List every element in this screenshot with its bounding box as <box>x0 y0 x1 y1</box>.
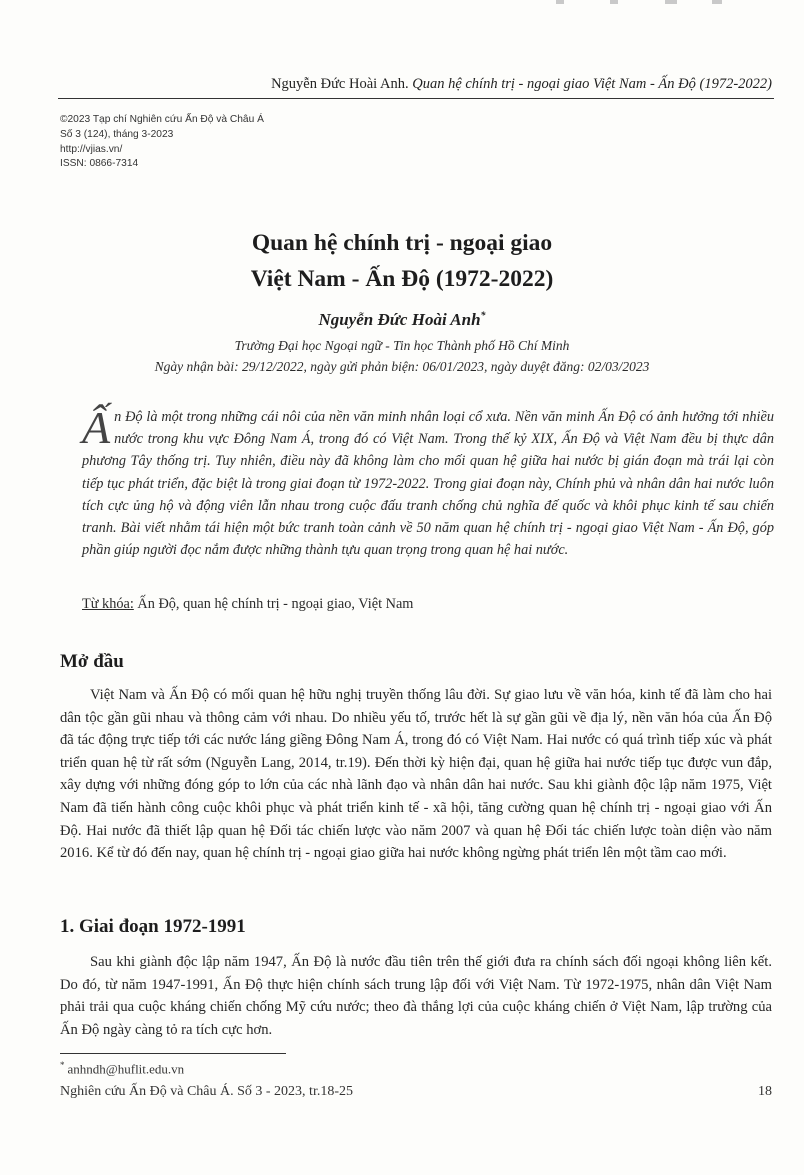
running-head-author: Nguyễn Đức Hoài Anh. <box>271 76 409 92</box>
scan-artifact <box>556 0 564 4</box>
keywords-text: Ấn Độ, quan hệ chính trị - ngoại giao, Việt Nam <box>137 596 414 612</box>
article-title-line-2: Việt Nam - Ấn Độ (1972-2022) <box>250 266 554 292</box>
heading-intro: Mở đầu <box>60 651 124 672</box>
scan-artifact <box>665 0 677 4</box>
header-rule <box>58 98 774 99</box>
author-name-text: Nguyễn Đức Hoài Anh <box>318 310 481 329</box>
footnote <box>60 1060 184 1077</box>
running-head-title: Quan hệ chính trị - ngoại giao Việt Nam - Ấn Độ (1972-2022) <box>412 76 772 92</box>
keywords <box>82 596 413 613</box>
footnote-email[interactable]: anhndh@huflit.edu.vn <box>67 1061 185 1077</box>
scan-artifact <box>610 0 618 4</box>
keywords-label: Từ khóa: <box>82 596 134 612</box>
meta-url[interactable]: http://vjias.vn/ <box>60 143 123 155</box>
heading-section-1: 1. Giai đoạn 1972-1991 <box>60 916 246 937</box>
meta-issue: Số 3 (124), tháng 3-2023 <box>60 128 174 140</box>
meta-copyright: ©2023 Tạp chí Nghiên cứu Ấn Độ và Châu Á <box>60 114 264 125</box>
page-number: 18 <box>758 1084 772 1099</box>
abstract-dropcap: Ấ <box>82 402 111 453</box>
running-head <box>60 76 772 93</box>
journal-meta <box>60 113 264 172</box>
footer-journal: Nghiên cứu Ấn Độ và Châu Á. Số 3 - 2023, tr.18-25 <box>60 1084 354 1099</box>
scan-artifact <box>712 0 722 4</box>
abstract-text: n Độ là một trong những cái nôi của nền văn minh nhân loại cổ xưa. Nền văn minh Ấn Độ có ảnh hưởng tới nhiều nước trong khu vực Đông Nam Á, trong đó có Việt Nam. Trong thế kỷ XIX, Ấn Độ và Việt Nam đều bị thực dân phương Tây thống trị. Tuy nhiên, điều này đã không làm cho mối quan hệ giữa hai nước bị gián đoạn mà trái lại còn tiếp tục phát triển, đặc biệt là trong giai đoạn từ 1972-2022. Trong giai đoạn này, Chính phủ và nhân dân hai nước luôn tích cực ủng hộ và động viên lẫn nhau trong cuộc đấu tranh chống chủ nghĩa đế quốc và khôi phục kinh tế sau chiến tranh. Bài viết nhằm tái hiện một bức tranh toàn cảnh về 50 năm quan hệ chính trị - ngoại giao Việt Nam - Ấn Độ, góp phần giúp người đọc nắm được những thành tựu quan trọng trong quan hệ hai nước. <box>82 409 774 559</box>
abstract <box>82 402 774 561</box>
author-affiliation: Trường Đại học Ngoại ngữ - Tin học Thành phố Hồ Chí Minh <box>234 338 570 353</box>
footnote-marker: * <box>60 1060 65 1070</box>
intro-paragraph: Việt Nam và Ấn Độ có mối quan hệ hữu nghị truyền thống lâu đời. Sự giao lưu về văn hóa, kinh tế đã làm cho hai dân tộc gần gũi nhau và thông cảm với nhau. Do nhiều yếu tố, trước hết là sự gần gũi về địa lý, nền văn hóa của Ấn Độ đã tác động trực tiếp tới các nước láng giềng Đông Nam Á, trong đó có Việt Nam. Hai nước có quá trình tiếp xúc và phát triển quan hệ từ rất sớm (Nguyễn Lang, 2014, tr.19). Đến thời kỳ hiện đại, quan hệ giữa hai nước tiếp tục được vun đắp, xây dựng với những đóng góp to lớn của các nhà lãnh đạo và nhân dân hai nước. Sau khi giành độc lập năm 1975, Việt Nam đã tiến hành công cuộc khôi phục và phát triển kinh tế - xã hội, tăng cường quan hệ chính trị - ngoại giao với Ấn Độ. Hai nước đã thiết lập quan hệ Đối tác chiến lược vào năm 2007 và quan hệ Đối tác chiến lược toàn diện vào năm 2016. Kể từ đó đến nay, quan hệ chính trị - ngoại giao giữa hai nước không ngừng phát triển lên một tầm cao mới. <box>60 687 772 862</box>
author-name <box>0 310 804 330</box>
footnote-rule <box>60 1053 286 1054</box>
meta-issn: ISSN: 0866-7314 <box>60 158 139 170</box>
article-dates: Ngày nhận bài: 29/12/2022, ngày gửi phản biện: 06/01/2023, ngày duyệt đăng: 02/03/2023 <box>154 359 650 374</box>
author-marker: * <box>480 310 486 322</box>
section-1-paragraph: Sau khi giành độc lập năm 1947, Ấn Độ là nước đầu tiên trên thế giới đưa ra chính sách đối ngoại không liên kết. Do đó, từ năm 1947-1991, Ấn Độ thực hiện chính sách trung lập đối với Việt Nam. Từ 1972-1975, nhân dân Việt Nam phải trải qua cuộc kháng chiến chống Mỹ cứu nước; theo đà thắng lợi của cuộc kháng chiến ở Việt Nam, lập trường của Ấn Độ ngày càng tỏ ra tích cực hơn. <box>60 954 772 1038</box>
article-title-line-1: Quan hệ chính trị - ngoại giao <box>251 230 553 256</box>
